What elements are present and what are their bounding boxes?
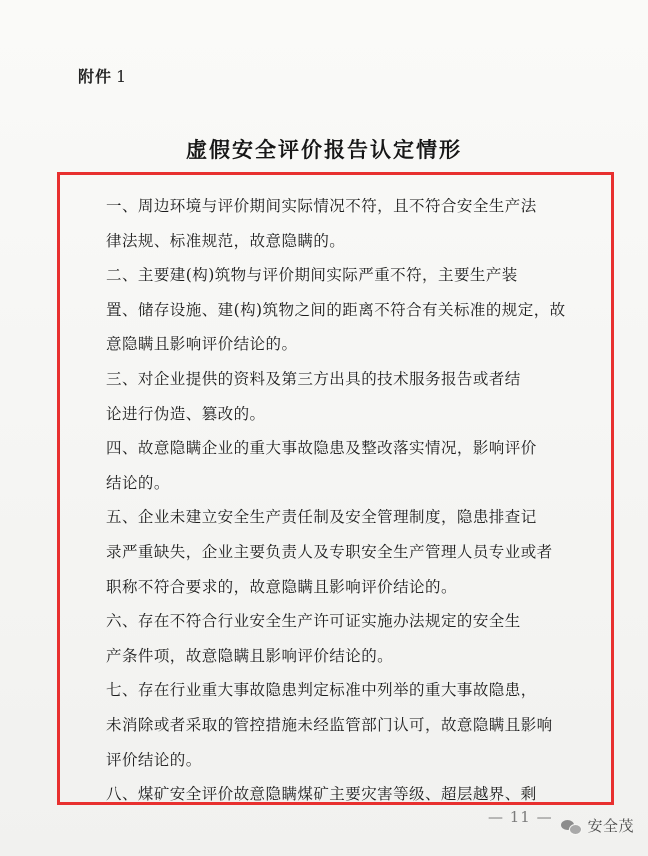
paragraph-line: 录严重缺失，企业主要负责人及专职安全生产管理人员专业或者 [106,542,553,561]
paragraph-line: 四、故意隐瞒企业的重大事故隐患及整改落实情况，影响评价 [106,439,537,458]
paragraph-line: 未消除或者采取的管控措施未经监管部门认可，故意隐瞒且影响 [106,715,553,734]
watermark [561,815,634,836]
attachment-label [78,64,127,87]
paragraph-3 [75,362,585,431]
paragraph-line: 三、对企业提供的资料及第三方出具的技术服务报告或者结 [106,369,521,388]
paragraph-line: 评价结论的。 [106,750,202,769]
paragraph-line: 二、主要建(构)筑物与评价期间实际严重不符，主要生产装 [106,266,518,285]
paragraph-1 [75,189,585,258]
attachment-text: 附件 [78,67,113,86]
paragraph-line: 职称不符合要求的，故意隐瞒且影响评价结论的。 [106,577,457,596]
paragraph-line: 置、储存设施、建(构)筑物之间的距离不符合有关标准的规定，故 [106,300,566,319]
paragraph-line: 八、煤矿安全评价故意隐瞒煤矿主要灾害等级、超层越界、剩 [106,785,537,804]
paragraph-line: 七、存在行业重大事故隐患判定标准中列举的重大事故隐患， [106,681,537,700]
page-number: — 11 — [488,808,553,826]
paragraph-4 [75,431,585,500]
paragraph-6 [75,604,585,673]
document-body [75,189,585,812]
watermark-text: 安全茂 [587,817,634,835]
paragraph-2 [75,258,585,362]
paragraph-line: 五、企业未建立安全生产责任制及安全管理制度，隐患排查记 [106,508,537,527]
wechat-icon [561,817,581,835]
document-title: 虚假安全评价报告认定情形 [186,137,462,162]
paragraph-8 [75,777,585,812]
paragraph-line: 论进行伪造、篡改的。 [106,404,266,423]
paragraph-5 [75,500,585,604]
attachment-number: 1 [116,67,128,86]
paragraph-line: 产条件项，故意隐瞒且影响评价结论的。 [106,646,394,665]
paragraph-line: 意隐瞒且影响评价结论的。 [106,335,298,354]
paragraph-line: 律法规、标准规范，故意隐瞒的。 [106,231,346,250]
paragraph-line: 六、存在不符合行业安全生产许可证实施办法规定的安全生 [106,612,521,631]
paragraph-line: 一、周边环境与评价期间实际情况不符，且不符合安全生产法 [106,197,537,215]
paragraph-7 [75,673,585,777]
paragraph-line: 结论的。 [106,473,170,492]
